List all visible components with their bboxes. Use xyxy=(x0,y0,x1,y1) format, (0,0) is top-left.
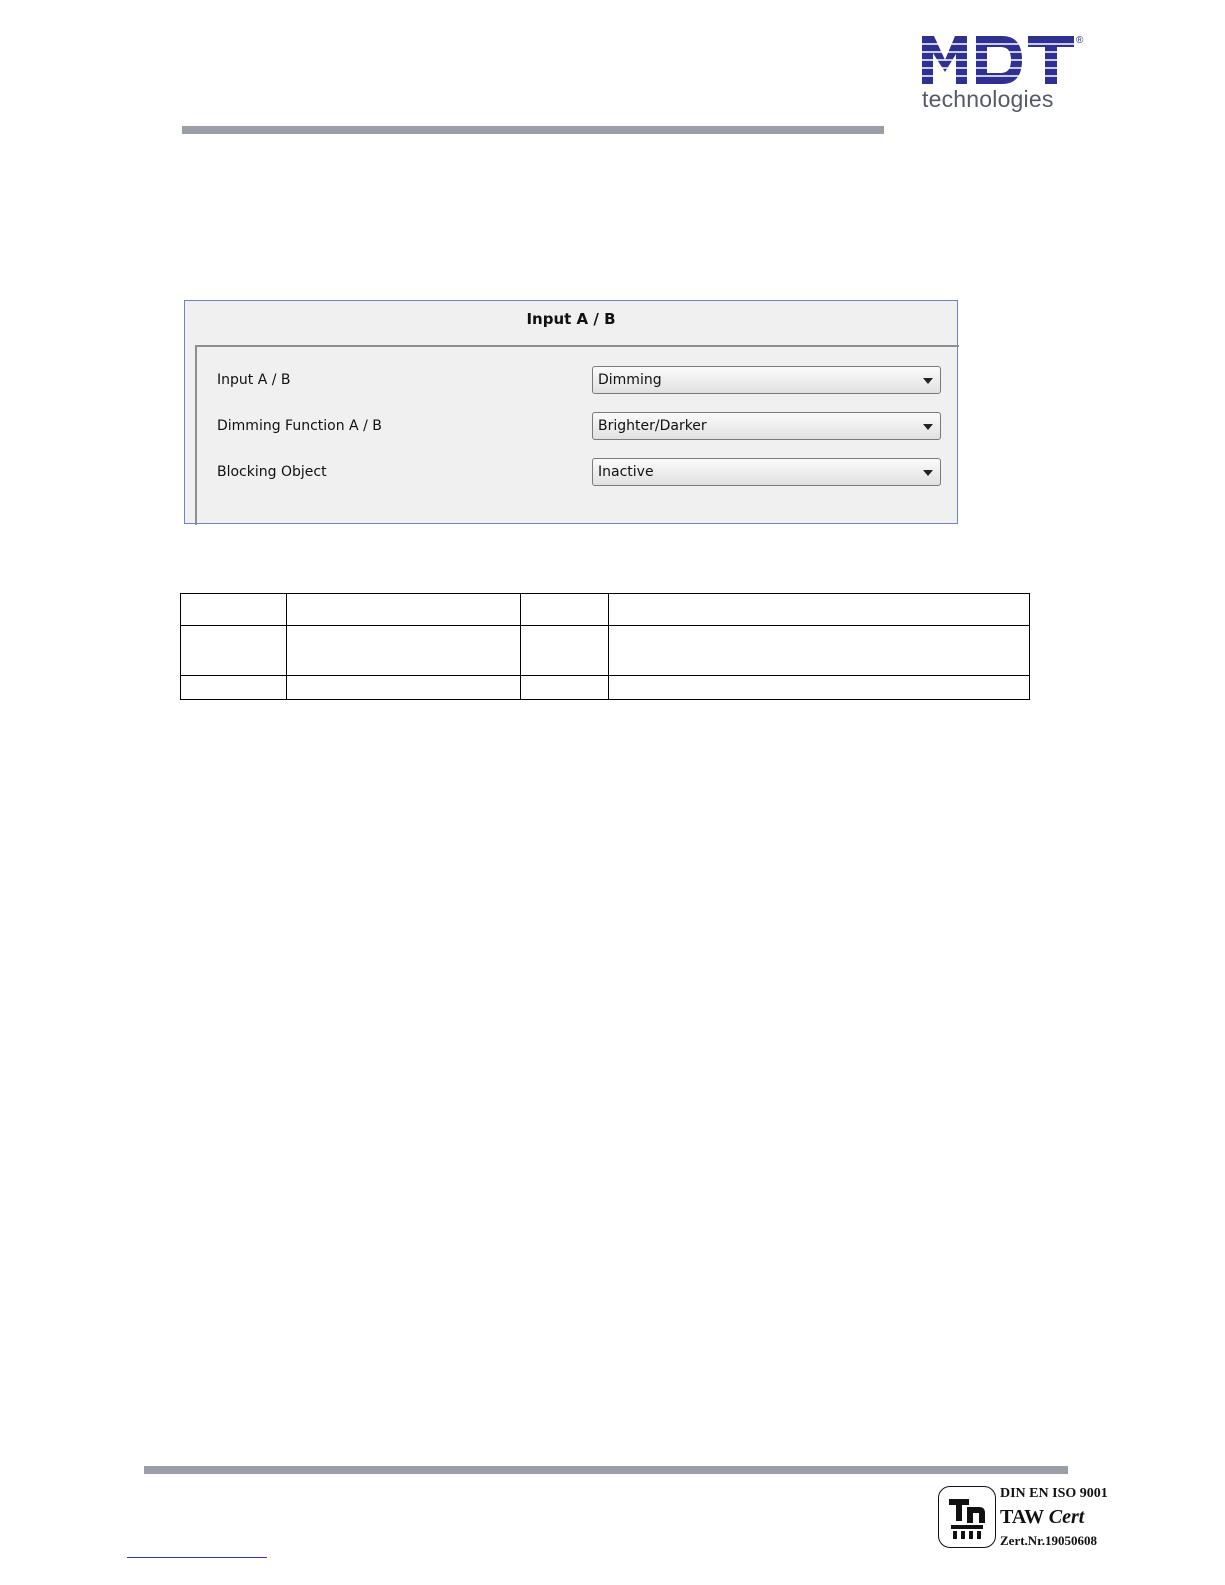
cert-number: Zert.Nr.19050608 xyxy=(1000,1533,1098,1548)
cert-standard: DIN EN ISO 9001 xyxy=(1000,1486,1108,1501)
param-label-dimming-function: Dimming Function A / B xyxy=(217,418,382,434)
footer-rule xyxy=(144,1466,1068,1474)
dimming-function-dropdown[interactable] xyxy=(592,412,941,440)
dropdown-value: Inactive xyxy=(598,464,654,480)
table-cell xyxy=(181,626,287,676)
table-cell xyxy=(521,594,609,626)
input-ab-dropdown[interactable] xyxy=(592,366,941,394)
table-cell xyxy=(609,676,1030,700)
table-row xyxy=(181,676,1030,700)
dropdown-value: Brighter/Darker xyxy=(598,418,707,434)
cert-body-suffix: Cert xyxy=(1048,1506,1085,1528)
table-cell xyxy=(181,676,287,700)
table-cell xyxy=(521,626,609,676)
header-rule xyxy=(182,126,884,134)
input-ab-panel xyxy=(184,300,958,524)
logo-tagline: technologies xyxy=(922,86,1054,112)
param-label-blocking-object: Blocking Object xyxy=(217,464,327,480)
chevron-down-icon xyxy=(923,470,933,476)
certification-seal-icon xyxy=(938,1486,996,1548)
param-label-input-ab: Input A / B xyxy=(217,372,291,388)
cert-body xyxy=(1000,1506,1084,1529)
table-header-row xyxy=(181,594,1030,626)
table-cell xyxy=(181,594,287,626)
chevron-down-icon xyxy=(923,378,933,384)
table-cell xyxy=(609,626,1030,676)
dropdown-value: Dimming xyxy=(598,372,662,388)
communication-objects-table xyxy=(180,593,1030,700)
registered-mark: ® xyxy=(1076,35,1084,46)
table-cell xyxy=(287,676,521,700)
panel-title: Input A / B xyxy=(526,310,616,328)
table-cell xyxy=(287,594,521,626)
table-cell xyxy=(609,594,1030,626)
cert-body-name: TAW xyxy=(1000,1506,1044,1528)
chevron-down-icon xyxy=(923,424,933,430)
table-cell xyxy=(287,626,521,676)
blocking-object-dropdown[interactable] xyxy=(592,458,941,486)
table-row xyxy=(181,626,1030,676)
table-cell xyxy=(521,676,609,700)
footer-link-underline[interactable] xyxy=(127,1557,267,1558)
panel-content xyxy=(195,345,959,525)
